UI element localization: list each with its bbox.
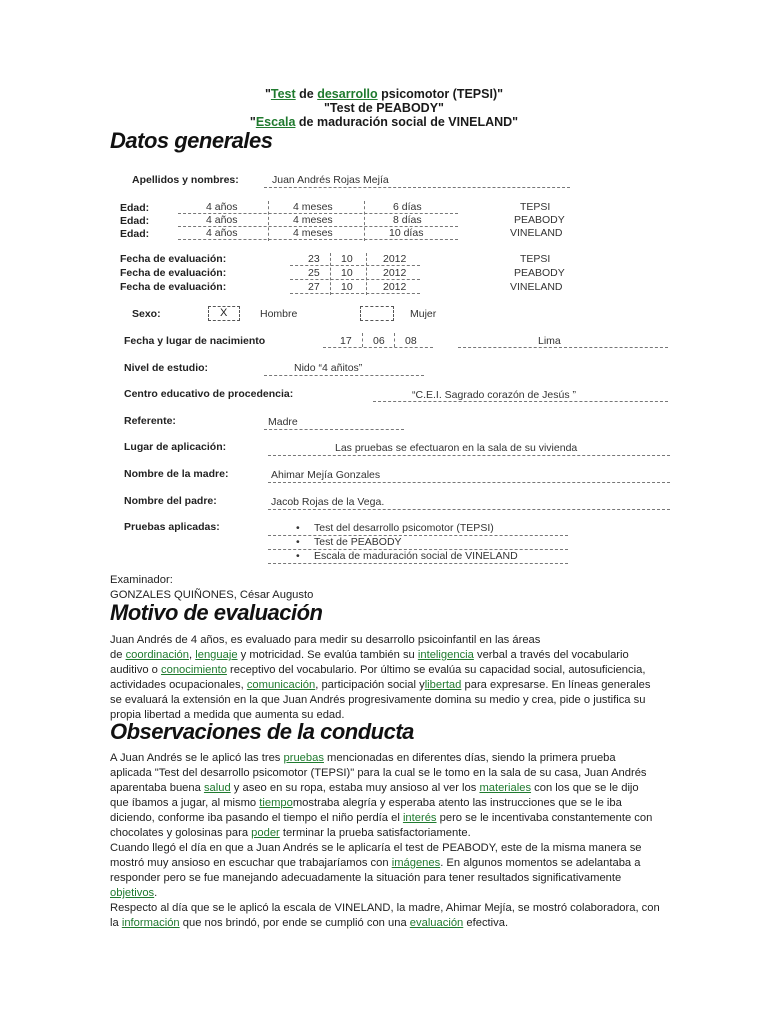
link-desarrollo[interactable]: desarrollo bbox=[317, 87, 378, 101]
underline bbox=[290, 265, 420, 266]
quote: " bbox=[264, 87, 271, 101]
fecha-mes: 10 bbox=[341, 281, 353, 293]
sexo-label: Sexo: bbox=[132, 308, 161, 320]
text: para expresarse. En líneas generales se evaluará la extensión en la que Juan Andrés progresivamente domina su medio y crea, pide o justifica su propia libertad a medida que aumenta su edad. bbox=[110, 679, 651, 721]
edad-label: Edad: bbox=[120, 215, 150, 227]
underline bbox=[264, 429, 404, 430]
bullet: • bbox=[296, 522, 300, 534]
underline bbox=[290, 293, 420, 294]
text: pero se le incentivaba constantemente con chocolates y golosinas para bbox=[110, 812, 653, 839]
edad-anos: 4 años bbox=[206, 201, 238, 213]
mujer-label: Mujer bbox=[410, 308, 437, 320]
link-pruebas[interactable]: pruebas bbox=[283, 752, 324, 764]
text: con los que se le dijo que íbamos a jugar, al mismo bbox=[110, 782, 639, 809]
link-lenguaje[interactable]: lenguaje bbox=[195, 649, 238, 661]
edad-label: Edad: bbox=[120, 202, 150, 214]
text: mostraba alegría y esperaba atento las instrucciones que se le iba diciendo, conforme iba pasando el tiempo el niño perdía el bbox=[110, 797, 622, 824]
link-objetivos[interactable]: objetivos bbox=[110, 887, 155, 899]
examinador-label: Examinador: bbox=[110, 574, 173, 586]
madre-value: Ahimar Mejía Gonzales bbox=[271, 469, 381, 481]
check-mark: X bbox=[220, 307, 228, 319]
text: Cuando llegó el día en que a Juan Andrés se le aplicaría el test de PEABODY, este de la misma manera se mostró muy ansioso en escuchar que trabajaríamos con bbox=[110, 842, 642, 869]
text: , participación social y bbox=[315, 679, 425, 691]
title-line-2: "Test de PEABODY" bbox=[324, 101, 444, 115]
underline bbox=[264, 187, 570, 188]
link-materiales[interactable]: materiales bbox=[479, 782, 532, 794]
text: efectiva. bbox=[463, 917, 509, 929]
underline bbox=[268, 509, 670, 510]
obs-p2 bbox=[110, 841, 660, 901]
fecha-label: Fecha de evaluación: bbox=[120, 281, 227, 293]
edad-test: PEABODY bbox=[514, 214, 565, 226]
fecha-label: Fecha de evaluación: bbox=[120, 267, 227, 279]
fecha-ano: 2012 bbox=[383, 281, 407, 293]
underline bbox=[290, 279, 420, 280]
underline bbox=[458, 347, 668, 348]
nac-lugar: Lima bbox=[538, 335, 561, 347]
edad-meses: 4 meses bbox=[293, 227, 333, 239]
referente-value: Madre bbox=[268, 416, 298, 428]
referente-label: Referente: bbox=[124, 415, 176, 427]
underline bbox=[268, 455, 670, 456]
bullet: • bbox=[296, 550, 300, 562]
edad-meses: 4 meses bbox=[293, 214, 333, 226]
edad-label: Edad: bbox=[120, 228, 150, 240]
edad-dias: 6 días bbox=[393, 201, 422, 213]
link-tiempo[interactable]: tiempo bbox=[259, 797, 293, 809]
centro-label: Centro educativo de procedencia: bbox=[124, 388, 294, 400]
edad-test: VINELAND bbox=[510, 227, 563, 239]
obs-p3 bbox=[110, 901, 660, 931]
link-evaluacion[interactable]: evaluación bbox=[409, 917, 464, 929]
underline bbox=[268, 563, 568, 564]
nac-ano: 08 bbox=[405, 335, 417, 347]
fecha-ano: 2012 bbox=[383, 267, 407, 279]
examinador-block bbox=[110, 573, 660, 603]
text: que nos brindó, por ende se cumplió con una bbox=[179, 917, 410, 929]
separator bbox=[366, 253, 367, 295]
fecha-dia: 27 bbox=[308, 281, 320, 293]
underline bbox=[178, 213, 458, 214]
text: , bbox=[189, 649, 196, 661]
madre-label: Nombre de la madre: bbox=[124, 468, 229, 480]
fecha-dia: 25 bbox=[308, 267, 320, 279]
text: receptivo del vocabulario. Por último se evalúa su capacidad social, autosuficiencia, actividades ocupacionales, bbox=[110, 664, 646, 691]
edad-meses: 4 meses bbox=[293, 201, 333, 213]
link-coordinacion[interactable]: coordinación bbox=[125, 649, 190, 661]
text: mencionadas en diferentes días, siendo la primera prueba aplicada "Test del desarrollo psicomotor (TEPSI)" para la cual se le tomo en la sala de su casa, Juan Andrés aparentaba buena bbox=[110, 752, 647, 794]
quote: " bbox=[249, 115, 256, 129]
bullet: • bbox=[296, 536, 300, 548]
underline bbox=[373, 401, 668, 402]
checkbox-mujer[interactable] bbox=[360, 306, 394, 321]
motivo-paragraph bbox=[110, 633, 660, 723]
title-text: de maduración social de VINELAND" bbox=[295, 115, 519, 129]
link-libertad[interactable]: libertad bbox=[424, 679, 462, 691]
link-escala[interactable]: Escala bbox=[255, 115, 296, 129]
text: y motricidad. Se evalúa también su bbox=[237, 649, 418, 661]
underline bbox=[268, 482, 670, 483]
edad-anos: 4 años bbox=[206, 227, 238, 239]
motivo-text bbox=[110, 648, 660, 723]
fecha-mes: 10 bbox=[341, 253, 353, 265]
separator bbox=[394, 333, 395, 347]
fecha-mes: 10 bbox=[341, 267, 353, 279]
link-test[interactable]: Test bbox=[270, 87, 296, 101]
text: terminar la prueba satisfactoriamente. bbox=[279, 827, 471, 839]
edad-dias: 10 días bbox=[389, 227, 424, 239]
nivel-label: Nivel de estudio: bbox=[124, 362, 209, 374]
hombre-label: Hombre bbox=[260, 308, 298, 320]
text: . bbox=[154, 887, 158, 899]
obs-p1 bbox=[110, 751, 660, 841]
padre-label: Nombre del padre: bbox=[124, 495, 217, 507]
observaciones-paragraph bbox=[110, 751, 660, 931]
text: verbal a través del vocabulario auditivo o bbox=[110, 649, 629, 676]
edad-test: TEPSI bbox=[520, 201, 551, 213]
underline bbox=[178, 226, 458, 227]
nac-dia: 17 bbox=[340, 335, 352, 347]
link-inteligencia[interactable]: inteligencia bbox=[417, 649, 474, 661]
text: de bbox=[110, 649, 126, 661]
fecha-dia: 23 bbox=[308, 253, 320, 265]
heading-observaciones: Observaciones de la conducta bbox=[110, 719, 414, 744]
apellidos-value: Juan Andrés Rojas Mejía bbox=[272, 174, 389, 186]
underline bbox=[178, 239, 458, 240]
link-salud[interactable]: salud bbox=[203, 782, 231, 794]
separator bbox=[268, 201, 269, 241]
apellidos-label: Apellidos y nombres: bbox=[132, 174, 239, 186]
prueba-item: Test del desarrollo psicomotor (TEPSI) bbox=[314, 522, 494, 534]
fecha-test: PEABODY bbox=[514, 267, 565, 279]
text: A Juan Andrés se le aplicó las tres bbox=[110, 752, 284, 764]
heading-datos-generales: Datos generales bbox=[110, 128, 273, 153]
separator bbox=[364, 201, 365, 241]
link-interes[interactable]: interés bbox=[402, 812, 437, 824]
link-poder[interactable]: poder bbox=[251, 827, 280, 839]
title-text: psicomotor (TEPSI)" bbox=[377, 87, 504, 101]
link-comunicacion[interactable]: comunicación bbox=[246, 679, 316, 691]
centro-value: “C.E.I. Sagrado corazón de Jesús ” bbox=[412, 389, 576, 401]
link-imagenes[interactable]: imágenes bbox=[391, 857, 441, 869]
separator bbox=[330, 253, 331, 295]
nivel-value: Nido “4 añitos” bbox=[294, 362, 363, 374]
title-text: de bbox=[295, 87, 318, 101]
underline bbox=[268, 535, 568, 536]
fecha-test: TEPSI bbox=[520, 253, 551, 265]
edad-dias: 8 días bbox=[393, 214, 422, 226]
lugar-label: Lugar de aplicación: bbox=[124, 441, 227, 453]
text: Respecto al día que se le aplicó la escala de VINELAND, la madre, Ahimar Mejía, se mostró colaboradora, con la bbox=[110, 902, 660, 929]
separator bbox=[362, 333, 363, 347]
heading-motivo: Motivo de evaluación bbox=[110, 600, 323, 625]
checkbox-hombre[interactable] bbox=[208, 306, 240, 321]
underline bbox=[264, 375, 424, 376]
examinador-name: GONZALES QUIÑONES, César Augusto bbox=[110, 589, 314, 601]
edad-anos: 4 años bbox=[206, 214, 238, 226]
prueba-item: Test de PEABODY bbox=[314, 536, 402, 548]
nacimiento-label: Fecha y lugar de nacimiento bbox=[124, 335, 266, 347]
padre-value: Jacob Rojas de la Vega. bbox=[271, 496, 385, 508]
pruebas-label: Pruebas aplicadas: bbox=[124, 521, 220, 533]
prueba-item: Escala de maduración social de VINELAND bbox=[314, 550, 518, 562]
link-informacion[interactable]: información bbox=[121, 917, 180, 929]
fecha-test: VINELAND bbox=[510, 281, 563, 293]
title-line-3 bbox=[0, 115, 768, 129]
title-line-1 bbox=[0, 87, 768, 101]
nac-mes: 06 bbox=[373, 335, 385, 347]
link-conocimiento[interactable]: conocimiento bbox=[161, 664, 227, 676]
fecha-ano: 2012 bbox=[383, 253, 407, 265]
datos-form bbox=[118, 165, 678, 575]
text: . En algunos momentos se adelantaba a responder pero se fue manejando adecuadamente la situación para tener resultados significativamente bbox=[110, 857, 641, 884]
fecha-label: Fecha de evaluación: bbox=[120, 253, 227, 265]
motivo-line: Juan Andrés de 4 años, es evaluado para medir su desarrollo psicoinfantil en las áreas bbox=[110, 634, 541, 646]
underline bbox=[323, 347, 433, 348]
text: y aseo en su ropa, estaba muy ansioso al ver los bbox=[230, 782, 480, 794]
lugar-value: Las pruebas se efectuaron en la sala de su vivienda bbox=[335, 442, 578, 454]
